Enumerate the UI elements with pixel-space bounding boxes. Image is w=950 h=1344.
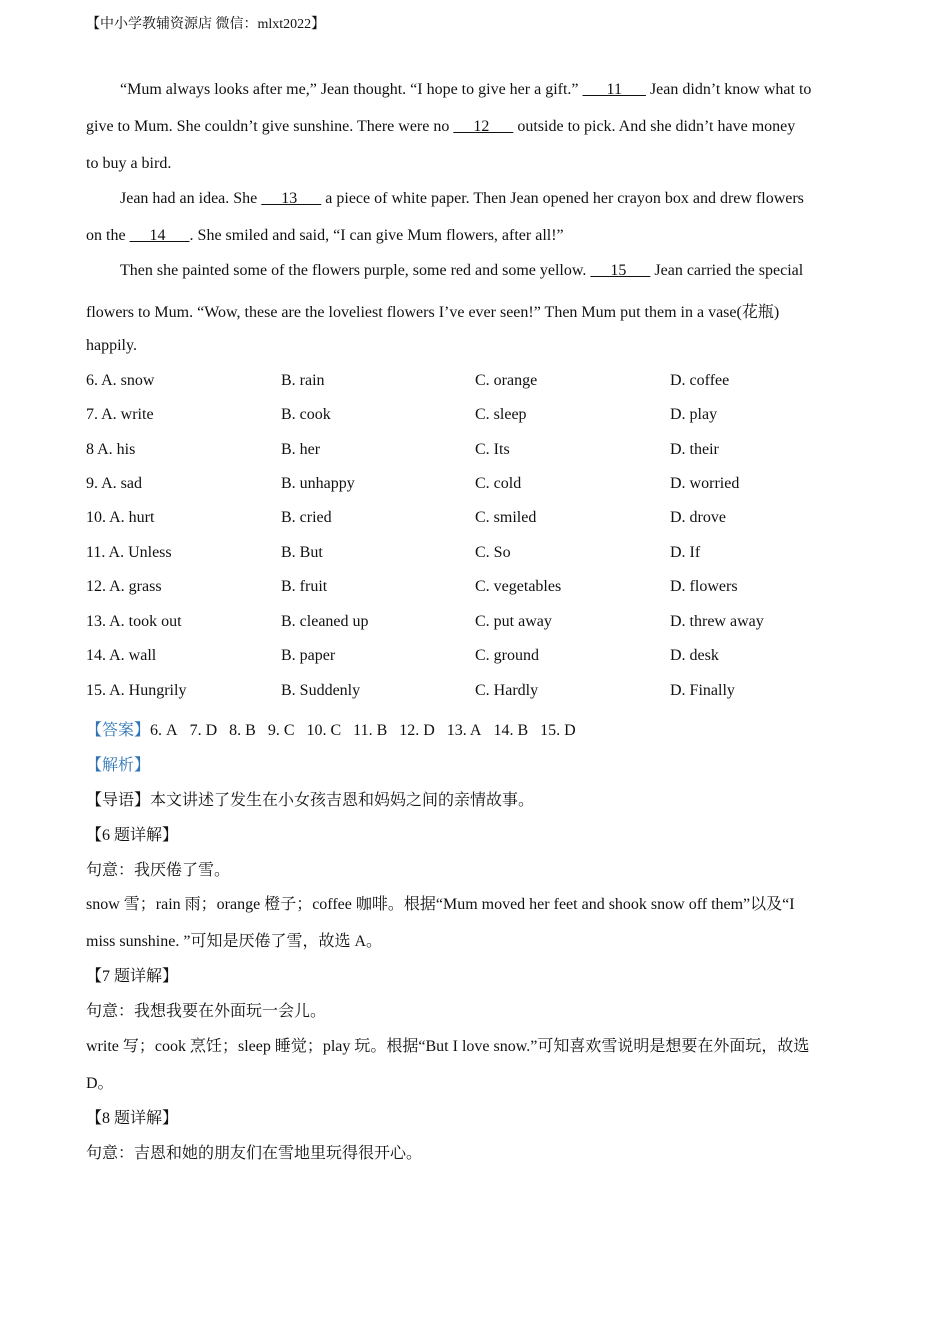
page-header: 【中小学教辅资源店 微信：mlxt2022】 [86, 17, 326, 32]
answer-label: 【答案】 [86, 722, 151, 739]
option-row: 14. A. wall B. paper C. ground D. desk [86, 647, 719, 664]
option-row: 10. A. hurt B. cried C. smiled D. drove [86, 509, 726, 526]
passage-line-7: flowers to Mum. “Wow, these are the loveliest flowers I’ve ever seen!” Then Mum put them in a vase(花瓶) [86, 304, 780, 321]
option-row: 15. A. Hungrily B. Suddenly C. Hardly D. Finally [86, 682, 735, 699]
q6-explanation-1: snow 雪；rain 雨；orange 橙子；coffee 咖啡。根据“Mum moved her feet and shook snow off them”以及“I [86, 896, 795, 913]
passage-line-6: Then she painted some of the flowers purple, some red and some yellow. 15 Jean carried the special [120, 262, 804, 279]
passage-line-8: happily. [86, 337, 137, 354]
q7-title: 【7 题详解】 [86, 968, 179, 985]
option-row: 7. A. write B. cook C. sleep D. play [86, 406, 718, 423]
intro-text: 【导语】本文讲述了发生在小女孩吉恩和妈妈之间的亲情故事。 [86, 792, 535, 809]
q7-explanation-2: D。 [86, 1075, 114, 1092]
option-row: 9. A. sad B. unhappy C. cold D. worried [86, 475, 740, 492]
blank-15: 15 [590, 262, 651, 279]
blank-12: 12 [453, 118, 514, 135]
blank-11: 11 [582, 81, 646, 98]
q8-title: 【8 题详解】 [86, 1110, 179, 1127]
q6-title: 【6 题详解】 [86, 827, 179, 844]
option-row: 8 A. his B. her C. Its D. their [86, 441, 719, 458]
answer-line: 【答案】6. A 7. D 8. B 9. C 10. C 11. B 12. D 13. A 14. B 15. D [86, 722, 576, 739]
passage-line-4: Jean had an idea. She 13 a piece of white paper. Then Jean opened her crayon box and drew flowers [120, 190, 804, 207]
q7-meaning: 句意：我想我要在外面玩一会儿。 [86, 1003, 327, 1020]
passage-line-1: “Mum always looks after me,” Jean thought. “I hope to give her a gift.” 11 Jean didn’t know what to [120, 81, 812, 98]
option-row: 6. A. snow B. rain C. orange D. coffee [86, 372, 730, 389]
passage-line-5: on the 14 . She smiled and said, “I can give Mum flowers, after all!” [86, 227, 564, 244]
blank-13: 13 [261, 190, 322, 207]
option-row: 12. A. grass B. fruit C. vegetables D. flowers [86, 578, 738, 595]
analysis-label: 【解析】 [86, 757, 151, 774]
blank-14: 14 [129, 227, 190, 244]
q6-meaning: 句意：我厌倦了雪。 [86, 862, 231, 879]
q8-meaning: 句意：吉恩和她的朋友们在雪地里玩得很开心。 [86, 1145, 423, 1162]
q6-explanation-2: miss sunshine. ”可知是厌倦了雪，故选 A。 [86, 933, 383, 950]
option-row: 11. A. Unless B. But C. So D. If [86, 544, 701, 561]
q7-explanation-1: write 写；cook 烹饪；sleep 睡觉；play 玩。根据“But I love snow.”可知喜欢雪说明是想要在外面玩，故选 [86, 1038, 810, 1055]
passage-line-3: to buy a bird. [86, 155, 172, 172]
option-row: 13. A. took out B. cleaned up C. put away D. threw away [86, 613, 764, 630]
passage-line-2: give to Mum. She couldn’t give sunshine. There were no 12 outside to pick. And she didn’t have money [86, 118, 796, 135]
